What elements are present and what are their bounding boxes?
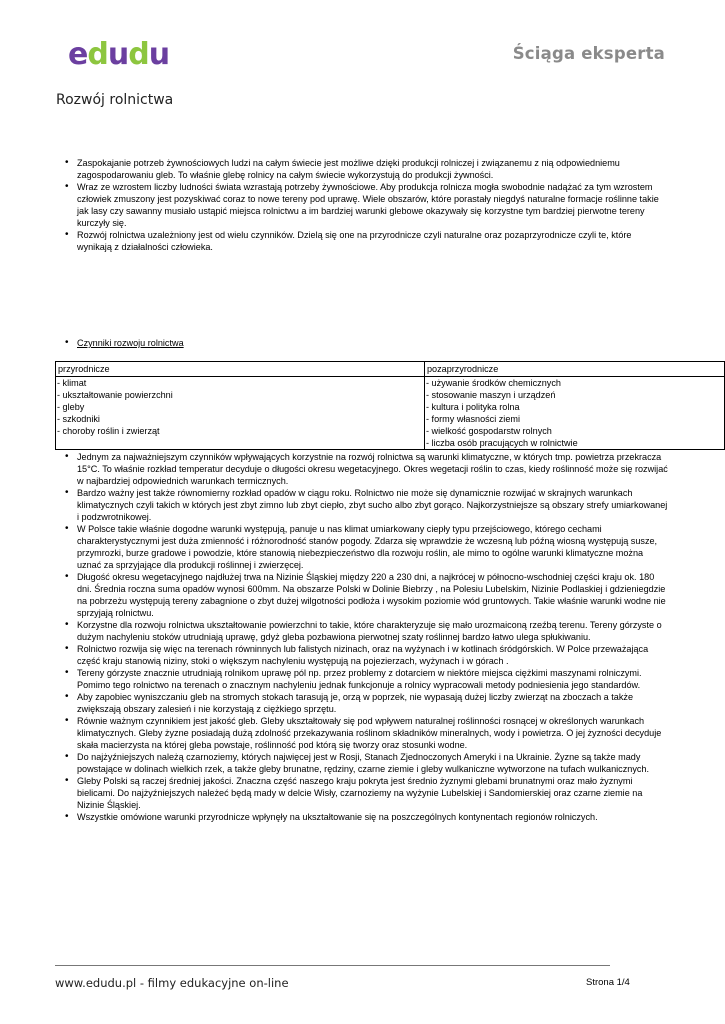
edudu-logo[interactable] xyxy=(66,36,178,72)
natural-factors-cell xyxy=(56,377,425,450)
list-item: • Gleby Polski są raczej średniej jakości. Znaczna część naszego kraju pokryta jest średnio żyznymi glebami brunatnymi oraz mało żyznymi bielicami. Do najżyźniejszych należeć będą mady w delcie Wisły, czarnoziemy na wyżynie Lubelskiej i Sandomierskiej oraz czarne ziemie na Nizinie Śląskiej. xyxy=(63,775,669,811)
page-title: Rozwój rolnictwa xyxy=(56,92,174,108)
table-cell-item: - choroby roślin i zwierząt xyxy=(57,426,160,436)
table-header-non-natural: pozaprzyrodnicze xyxy=(425,362,725,377)
table-cell-item: - klimat xyxy=(57,378,87,388)
factors-heading: Czynniki rozwoju rolnictwa xyxy=(77,338,184,348)
table-cell-item: - wielkość gospodarstw rolnych xyxy=(426,426,552,436)
conditions-list xyxy=(63,451,669,823)
footer-divider xyxy=(55,965,610,966)
list-item: • Wraz ze wzrostem liczby ludności świata wzrastają potrzeby żywnościowe. Aby produkcja rolnicza mogła swobodnie nadążać za tym wzrostem człowiek zmuszony jest pozyskiwać coraz to nowe tereny pod uprawę. Wiele obszarów, które porastały niegdyś naturalne formacje roślinne takie jak lasy czy sawanny musiało ustąpić miejsca rolnictwu a im bardziej warunki glebowe okazywały się korzystne tym bardziej pierwotne tereny kurczyły się. xyxy=(63,181,663,229)
factors-table xyxy=(55,361,725,450)
factors-heading-list xyxy=(63,337,363,349)
table-cell-item: - liczba osób pracujących w rolnictwie xyxy=(426,438,578,448)
list-item: • Tereny górzyste znacznie utrudniają rolnikom uprawę pól np. przez problemy z dotarciem w niektóre miejsca ciężkimi maszynami rolniczymi. Pomimo tego rolnictwo na terenach o znacznym nachyleniu jednak funkcjonuje a rolnicy wypracowali metody podniesienia jego standardów. xyxy=(63,667,669,691)
footer-site-link[interactable]: www.edudu.pl - filmy edukacyjne on-line xyxy=(55,976,289,990)
list-item: • Długość okresu wegetacyjnego najdłużej trwa na Nizinie Śląskiej między 220 a 230 dni, a najkrócej w północno-wschodniej części kraju ok. 180 dni. Średnia roczna suma opadów wynosi 600mm. Na obszarze Polski w Dolinie Biebrzy , na Polesiu Lubelskim, Nizinie Podlaskiej i gdzieniegdzie na pobrzeżu występują tereny zabagnione o zbyt dużej wilgotności podłoża i wysokim poziomie wód gruntowych. Takie właśnie warunki wodne nie sprzyjają rolnictwu. xyxy=(63,571,669,619)
table-cell-item: - formy własności ziemi xyxy=(426,414,520,424)
list-item: • Bardzo ważny jest także równomierny rozkład opadów w ciągu roku. Rolnictwo nie może się dynamicznie rozwijać w skrajnych warunkach klimatycznych czyli takich w których jest zbyt zimno lub zbyt ciepło, zbyt sucho albo zbyt gorąco. Najkorzystniejsze są obszary strefy umiarkowanej i podzwrotnikowej. xyxy=(63,487,669,523)
list-item: • Korzystne dla rozwoju rolnictwa ukształtowanie powierzchni to takie, które charakteryzuje się mało urozmaiconą rzeźbą terenu. Tereny górzyste o dużym nachyleniu stoków utrudniają uprawę, gdyż gleba pozbawiona pierwotnej szaty roślinnej bardzo łatwo ulega spłukiwaniu. xyxy=(63,619,669,643)
list-item: • Rozwój rolnictwa uzależniony jest od wielu czynników. Dzielą się one na przyrodnicze czyli naturalne oraz pozaprzyrodnicze czyli te, które wynikają z działalności człowieka. xyxy=(63,229,663,253)
list-item: • Rolnictwo rozwija się więc na terenach równinnych lub falistych nizinach, oraz na wyżynach i w kotlinach śródgórskich. W Polce przeważająca część kraju stanowią niziny, stoki o większym nachyleniu występują na pojezierzach, wyżynach i w górach . xyxy=(63,643,669,667)
list-item: • W Polsce takie właśnie dogodne warunki występują, panuje u nas klimat umiarkowany ciepły typu przejściowego, którego cechami charakterystycznymi jest duża zmienność i różnorodność stanów pogody. Zdarza się wprawdzie że wczesną lub późną wiosną występują susze, przymrozki, burze gradowe i powodzie, które stanowią niebezpieczeństwo dla rozwoju roślin, ale mimo to ogólne warunki klimatyczne można uznać za sprzyjające dla produkcji roślinnej i zwierzęcej. xyxy=(63,523,669,571)
list-item xyxy=(63,337,363,349)
non-natural-factors-cell xyxy=(425,377,725,450)
table-cell-item: - stosowanie maszyn i urządzeń xyxy=(426,390,556,400)
table-cell-item: - kultura i polityka rolna xyxy=(426,402,520,412)
table-cell-item: - gleby xyxy=(57,402,85,412)
table-header-natural: przyrodnicze xyxy=(56,362,425,377)
table-cell-item: - szkodniki xyxy=(57,414,100,424)
list-item: • Aby zapobiec wyniszczaniu gleb na stromych stokach tarasują je, orzą w poprzek, nie wypasają dużej liczby zwierząt na zboczach a także zwiększają obszary zalesień i nie korzystają z ciężkiego sprzętu. xyxy=(63,691,669,715)
table-cell-item: - używanie środków chemicznych xyxy=(426,378,561,388)
intro-list xyxy=(63,157,663,253)
table-cell-item: - ukształtowanie powierzchni xyxy=(57,390,173,400)
brand-tagline: Ściąga eksperta xyxy=(512,44,665,63)
list-item: • Jednym za najważniejszym czynników wpływających korzystnie na rozwój rolnictwa są warunki klimatyczne, w których tmp. powietrza przekracza 15°C. To właśnie rozkład temperatur decyduje o długości okresu wegetacyjnego. Okres wegetacji roślin to czas, kiedy roślinność może się rozwijać w najbardziej odpowiednich warunkach termicznych. xyxy=(63,451,669,487)
list-item: • Zaspokajanie potrzeb żywnościowych ludzi na całym świecie jest możliwe dzięki produkcji rolniczej i związanemu z nią odpowiedniemu zagospodarowaniu gleb. To właśnie glebę rolnicy na całym świecie wykorzystują do produkcji żywności. xyxy=(63,157,663,181)
page-number: Strona 1/4 xyxy=(586,977,630,988)
list-item: • Do najżyźniejszych należą czarnoziemy, których najwięcej jest w Rosji, Stanach Zjednoczonych Ameryki i na Ukrainie. Żyzne są także mady powstające w dolinach wielkich rzek, a także gleby brunatne, rędziny, czarne ziemie i gleby wulkaniczne wytworzone na tufach wulkanicznych. xyxy=(63,751,669,775)
list-item: • Równie ważnym czynnikiem jest jakość gleb. Gleby ukształtowały się pod wpływem naturalnej roślinności rosnącej w określonych warunkach klimatycznych. Gleby żyzne posiadają dużą zdolność przekazywania roślinom składników mineralnych, wody i powietrza. O jej żyzności decyduje skała macierzysta na której gleba powstaje, roślinność pod którą się tworzy oraz stosunki wodne. xyxy=(63,715,669,751)
list-item: • Wszystkie omówione warunki przyrodnicze wpłynęły na ukształtowanie się na poszczególnych kontynentach regionów rolniczych. xyxy=(63,811,669,823)
svg-text:edudu: edudu xyxy=(68,37,170,72)
